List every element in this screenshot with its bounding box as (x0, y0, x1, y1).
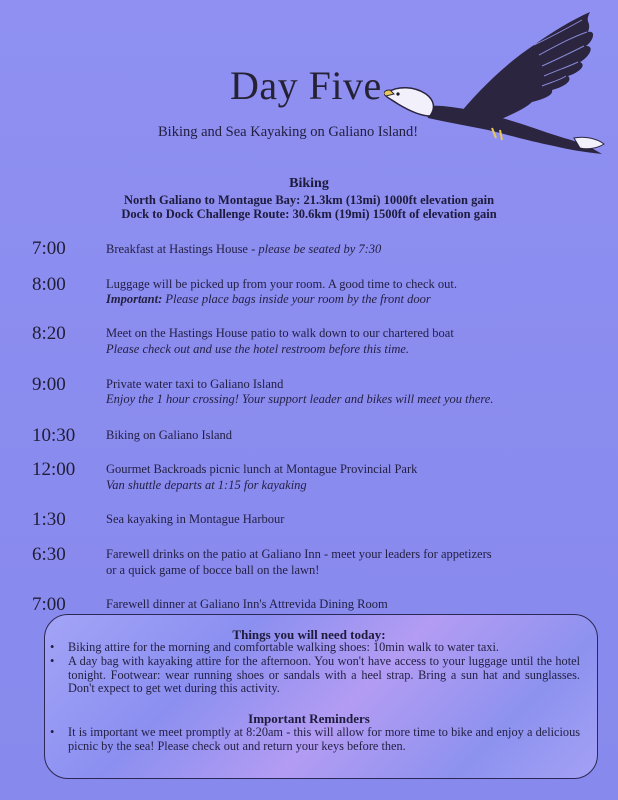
schedule-time: 8:20 (32, 323, 66, 344)
schedule-text: Luggage will be picked up from your room. A good time to check out. (106, 277, 457, 291)
schedule-time: 8:00 (32, 274, 66, 295)
schedule-note: Please check out and use the hotel restroom before this time. (106, 342, 410, 356)
schedule-time: 6:30 (32, 544, 66, 565)
reminders-heading: Important Reminders (248, 711, 370, 726)
schedule-time: 12:00 (32, 459, 76, 480)
route-north-galiano: North Galiano to Montague Bay: 21.3km (13mi) 1000ft elevation gain (123, 193, 495, 207)
schedule-text: Biking on Galiano Island (106, 428, 233, 442)
page-subtitle: Biking and Sea Kayaking on Galiano Island! (158, 124, 419, 140)
needs-heading: Things you will need today: (232, 627, 386, 642)
schedule-text: Farewell dinner at Galiano Inn's Attrevida Dining Room (106, 597, 388, 611)
schedule-note: Important: Please place bags inside your room by the front door (106, 292, 431, 306)
page-title: Day Five (230, 63, 382, 108)
schedule-note: Van shuttle departs at 1:15 for kayaking (106, 478, 307, 492)
biking-heading: Biking (289, 176, 329, 191)
reminder-item: It is important we meet promptly at 8:20am - this will allow for more time to bike and enjoy a delicious picnic by the sea! Please check out and return your keys before then. (68, 725, 580, 753)
bullet-icon: • (50, 725, 55, 739)
needs-item: Biking attire for the morning and comfortable walking shoes: 10min walk to water taxi. (68, 640, 499, 654)
schedule-time: 7:00 (32, 238, 66, 259)
schedule-text: Sea kayaking in Montague Harbour (106, 512, 285, 526)
route-dock-to-dock: Dock to Dock Challenge Route: 30.6km (19mi) 1500ft of elevation gain (121, 207, 497, 221)
needs-item: A day bag with kayaking attire for the afternoon. You won't have access to your luggage until the hotel tonight. Footwear: wear running shoes or sandals with a heel strap. Bring a sun hat and sunglasses. Don't expect to get wet during this activity. (68, 654, 580, 695)
schedule-time: 10:30 (32, 425, 76, 446)
schedule-text: Breakfast at Hastings House - please be seated by 7:30 (106, 242, 382, 256)
schedule-time: 1:30 (32, 509, 66, 530)
eagle-icon (384, 10, 606, 156)
schedule-text: Gourmet Backroads picnic lunch at Montague Provincial Park (106, 462, 418, 476)
schedule-time: 9:00 (32, 374, 66, 395)
schedule-text: Private water taxi to Galiano Island (106, 377, 284, 391)
schedule-text-cont: or a quick game of bocce ball on the lawn! (106, 563, 320, 577)
bullet-icon: • (50, 654, 55, 668)
schedule-text: Farewell drinks on the patio at Galiano Inn - meet your leaders for appetizers (106, 547, 492, 561)
bullet-icon: • (50, 640, 55, 654)
schedule-time: 7:00 (32, 594, 66, 615)
schedule-note: Enjoy the 1 hour crossing! Your support leader and bikes will meet you there. (106, 392, 494, 406)
schedule-text: Meet on the Hastings House patio to walk down to our chartered boat (106, 326, 454, 340)
